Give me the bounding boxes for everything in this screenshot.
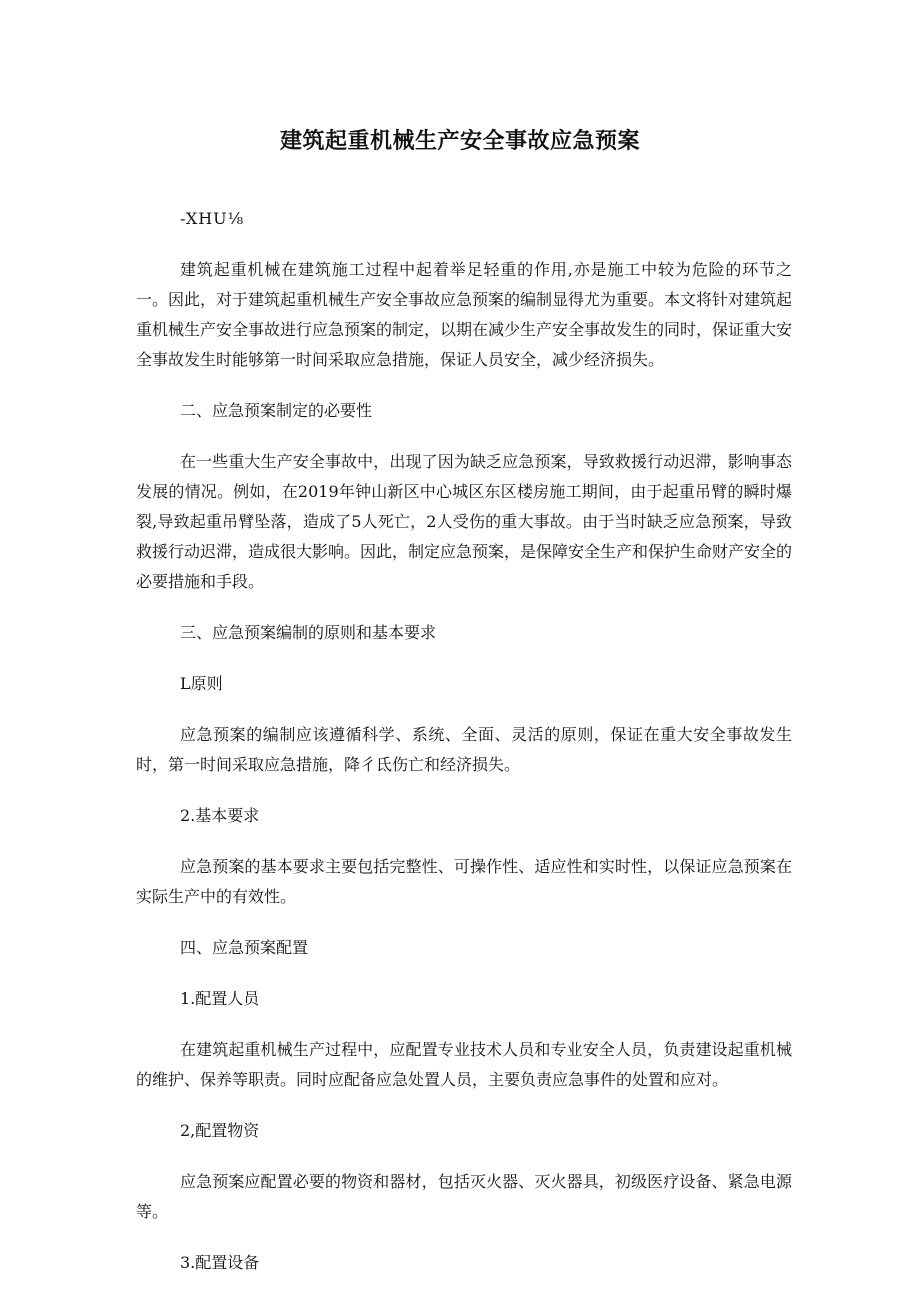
personnel-paragraph: 在建筑起重机械生产过程中，应配置专业技术人员和专业安全人员，负责建设起重机械的维护、保养等职责。同时应配备应急处置人员，主要负责应急事件的处置和应对。	[136, 1040, 792, 1089]
subheading-principles: L原则	[180, 674, 223, 693]
section-heading-principles: 三、应急预案编制的原则和基本要求	[180, 623, 437, 642]
section-heading-configuration: 四、应急预案配置	[180, 938, 309, 957]
necessity-paragraph: 在一些重大生产安全事故中，出现了因为缺乏应急预案，导致救援行动迟滞，影响事态发展的情况。例如，在2019年钟山新区中心城区东区楼房施工期间，由于起重吊臂的瞬时爆裂,导致起重吊臂坠落，造成了5人死亡，2人受伤的重大事故。由于当时缺乏应急预案，导致救援行动迟滞，造成很大影响。因此，制定应急预案，是保障安全生产和保护生命财产安全的必要措施和手段。	[136, 452, 793, 591]
subheading-equipment: 3.配置设备	[180, 1253, 260, 1272]
subheading-personnel: 1.配置人员	[180, 989, 260, 1008]
section-heading-necessity: 二、应急预案制定的必要性	[180, 401, 373, 420]
subheading-basic-requirements: 2.基本要求	[180, 806, 260, 825]
intro-paragraph: 建筑起重机械在建筑施工过程中起着举足轻重的作用,亦是施工中较为危险的环节之一。因此，对于建筑起重机械生产安全事故应急预案的编制显得尤为重要。本文将针对建筑起重机械生产安全事故进行应急预案的制定，以期在减少生产安全事故发生的同时，保证重大安全事故发生时能够第一时间采取应急措施，保证人员安全，减少经济损失。	[136, 260, 793, 369]
page-title: 建筑起重机械生产安全事故应急预案	[279, 128, 640, 154]
document-body	[136, 204, 792, 1299]
subheading-supplies: 2,配置物资	[180, 1121, 260, 1140]
principles-paragraph: 应急预案的编制应该遵循科学、系统、全面、灵活的原则，保证在重大安全事故发生时，第一时间采取应急措施，降彳氐伤亡和经济损失。	[136, 725, 792, 774]
supplies-paragraph: 应急预案应配置必要的物资和器材，包括灭火器、灭火器具，初级医疗设备、紧急电源等。	[136, 1172, 792, 1221]
garbled-section-heading: -XHU⅛	[180, 209, 245, 228]
basic-requirements-paragraph: 应急预案的基本要求主要包括完整性、可操作性、适应性和实时性，以保证应急预案在实际生产中的有效性。	[136, 857, 792, 906]
